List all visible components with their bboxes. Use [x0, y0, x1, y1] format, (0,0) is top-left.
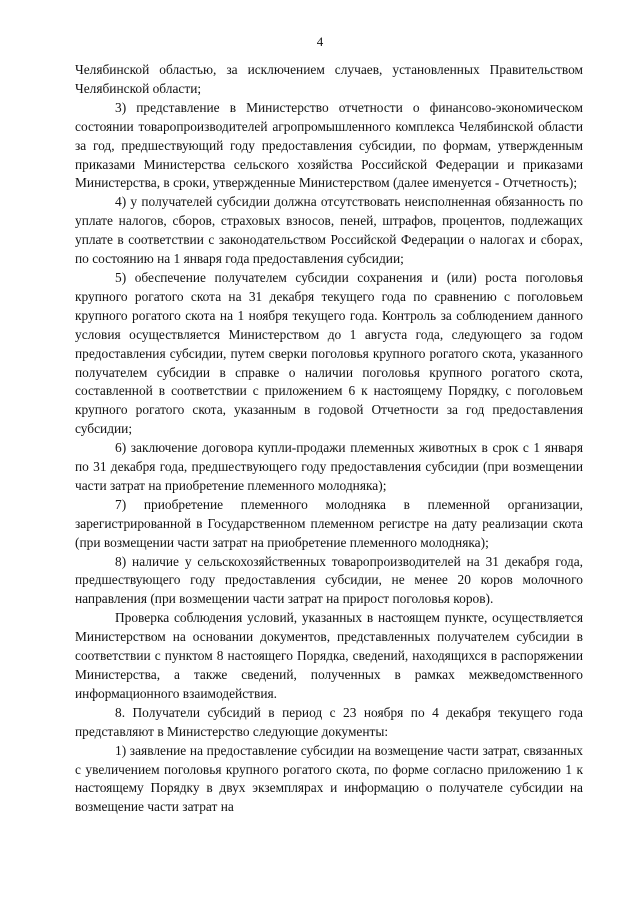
- paragraph-section-8: 8. Получатели субсидий в период с 23 ноября по 4 декабря текущего года представляют в Министерство следующие документы:: [75, 704, 583, 739]
- paragraph-item-7: 7) приобретение племенного молодняка в племенной организации, зарегистрированной в Государственном племенном регистре на дату реализации скота (при возмещении части затрат на приобретение племенного молодняка);: [75, 496, 583, 550]
- paragraph-continuation: Челябинской областью, за исключением случаев, установленных Правительством Челябинской области;: [75, 62, 583, 96]
- paragraph-item-8: 8) наличие у сельскохозяйственных товаропроизводителей на 31 декабря года, предшествующего году предоставления субсидии, не менее 20 коров молочного направления (при возмещении части затрат на прирост поголовья коров).: [75, 553, 583, 607]
- page-number: 4: [316, 34, 324, 49]
- document-body: [75, 61, 583, 817]
- paragraph-item-4: 4) у получателей субсидии должна отсутствовать неисполненная обязанность по уплате налогов, сборов, страховых взносов, пеней, штрафов, процентов, подлежащих уплате в соответствии с законодательством Российской Федерации о налогах и сборах, по состоянию на 1 января года предоставления субсидии;: [75, 194, 583, 267]
- paragraph-item-5: 5) обеспечение получателем субсидии сохранения и (или) роста поголовья крупного рогатого скота на 31 декабря текущего года по сравнению с поголовьем крупного рогатого скота на 1 ноября текущего года. Контроль за соблюдением данного условия осуществляется Министерством до 1 августа года, следующего за годом предоставления субсидии, путем сверки поголовья крупного рогатого скота, указанного получателем субсидии в справке о наличии поголовья крупного рогатого скота, составленной в соответствии с приложением 6 к настоящему Порядку, с поголовьем крупного рогатого скота, указанным в годовой Отчетности за год предоставления субсидии;: [75, 269, 583, 437]
- paragraph-verification: Проверка соблюдения условий, указанных в настоящем пункте, осуществляется Министерством на основании документов, представленных получателем субсидии в соответствии с пунктом 8 настоящего Порядка, сведений, находящихся в распоряжении Министерства, а также сведений, полученных в рамках межведомственного информационного взаимодействия.: [75, 610, 583, 701]
- paragraph-item-3: 3) представление в Министерство отчетности о финансово-экономическом состоянии товаропроизводителей агропромышленного комплекса Челябинской области за год, предшествующий году предоставления субсидии, по формам, утвержденным приказами Министерства сельского хозяйства Российской Федерации и приказами Министерства, в сроки, утвержденные Министерством (далее именуется - Отчетность);: [75, 99, 583, 191]
- paragraph-section-8-item-1: 1) заявление на предоставление субсидии на возмещение части затрат, связанных с увеличением поголовья крупного рогатого скота, по форме согласно приложению 1 к настоящему Порядку в двух экземплярах и информацию о получателе субсидии на возмещение части затрат на: [75, 742, 583, 815]
- paragraph-item-6: 6) заключение договора купли-продажи племенных животных в срок с 1 января по 31 декабря года, предшествующего году предоставления субсидии (при возмещении части затрат на приобретение племенного молодняка);: [75, 440, 583, 493]
